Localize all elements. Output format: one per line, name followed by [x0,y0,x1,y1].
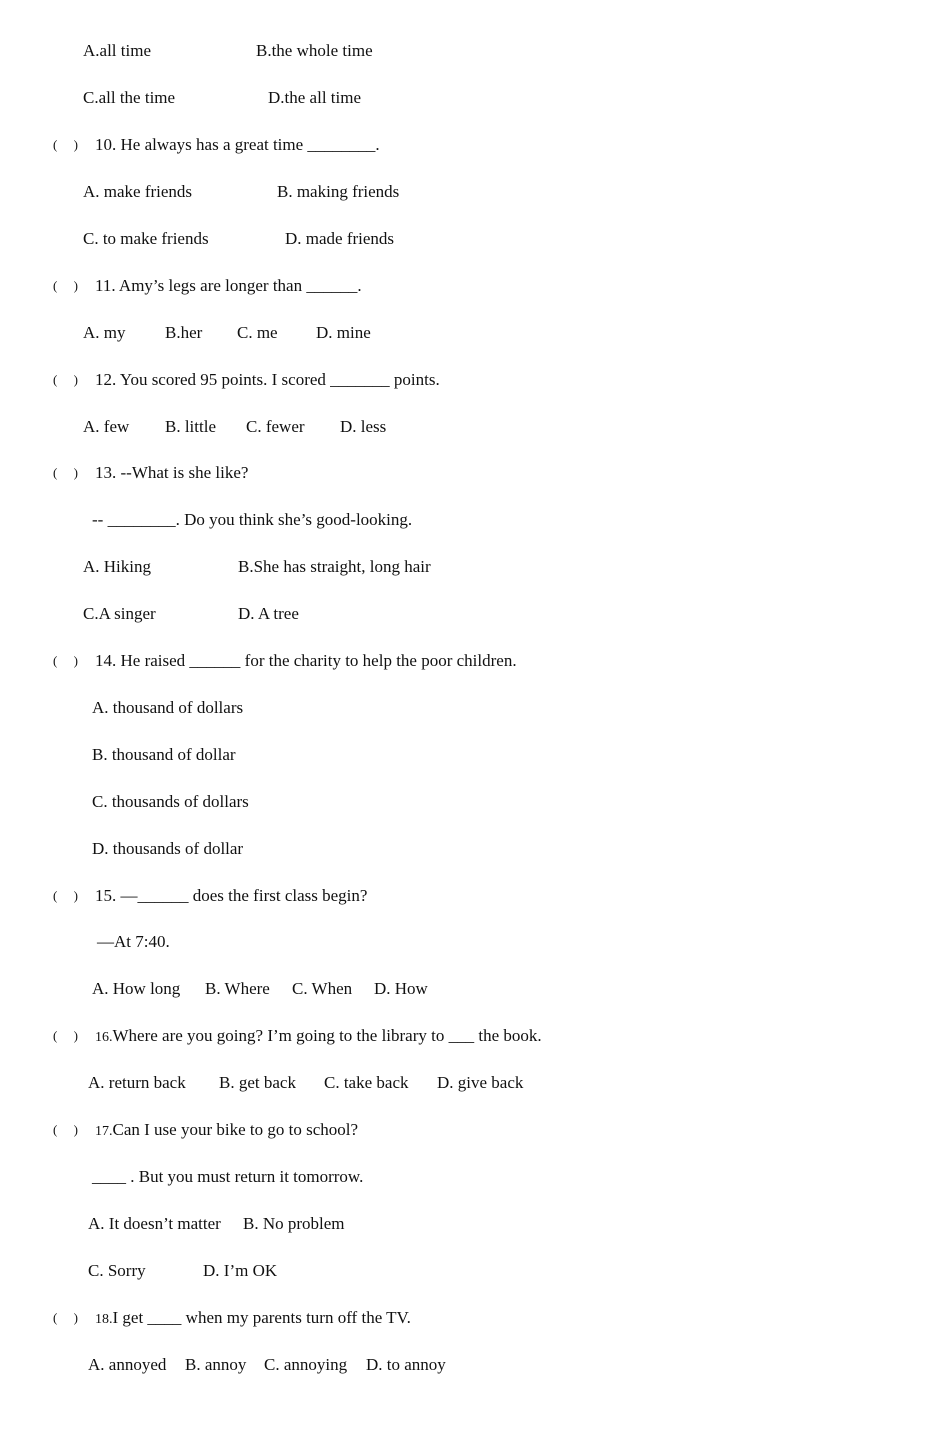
q13-option-b: B.She has straight, long hair [238,557,431,576]
q13-option-a: A. Hiking [83,557,151,576]
q16-option-a: A. return back [88,1073,186,1092]
q18-question [95,1308,411,1328]
q12-option-b: B. little [165,417,216,436]
q14-option-a: A. thousand of dollars [92,698,244,717]
q12-answer-bracket: ( ) [53,372,78,387]
q16-question [95,1026,542,1046]
q16-answer-bracket: ( ) [53,1028,78,1043]
q18-option-b: B. annoy [185,1355,247,1374]
q18-option-c: C. annoying [264,1355,348,1374]
q10-option-c: C. to make friends [83,229,209,248]
q18-question-text: I get ____ when my parents turn off the TV. [112,1308,411,1327]
q10-option-b: B. making friends [277,182,400,201]
q17-reply: ____ . But you must return it tomorrow. [92,1167,364,1186]
q12-option-c: C. fewer [246,417,305,436]
q17-option-c: C. Sorry [88,1261,146,1280]
q17-answer-bracket: ( ) [53,1122,78,1137]
q14-option-b: B. thousand of dollar [92,745,236,764]
q16-number: 16. [95,1030,113,1045]
q17-option-b: B. No problem [243,1214,345,1233]
q14-question: 14. He raised ______ for the charity to help the poor children. [95,651,517,670]
q17-question-text: Can I use your bike to go to school? [112,1120,359,1139]
q18-option-a: A. annoyed [88,1355,167,1374]
q15-option-c: C. When [292,979,353,998]
q17-question [95,1120,358,1140]
q18-option-d: D. to annoy [366,1355,446,1374]
q13-option-c: C.A singer [83,604,156,623]
q9-option-a: A.all time [83,41,151,60]
q12-option-a: A. few [83,417,130,436]
q16-question-text: Where are you going? I’m going to the library to ___ the book. [112,1026,542,1045]
q16-option-d: D. give back [437,1073,524,1092]
q17-option-d: D. I’m OK [203,1261,278,1280]
q11-option-d: D. mine [316,323,371,342]
q12-option-d: D. less [340,417,387,436]
q11-option-b: B.her [165,323,203,342]
q12-question: 12. You scored 95 points. I scored _______ points. [95,370,440,389]
q13-question: 13. --What is she like? [95,463,249,482]
q11-option-a: A. my [83,323,126,342]
q15-option-d: D. How [374,979,428,998]
q17-option-a: A. It doesn’t matter [88,1214,221,1233]
q9-option-b: B.the whole time [256,41,373,60]
q15-option-a: A. How long [92,979,181,998]
q10-option-d: D. made friends [285,229,395,248]
q15-reply: —At 7:40. [97,932,170,951]
q10-question: 10. He always has a great time ________. [95,135,380,154]
q18-answer-bracket: ( ) [53,1310,78,1325]
q11-option-c: C. me [237,323,278,342]
q9-option-d: D.the all time [268,88,362,107]
q11-answer-bracket: ( ) [53,278,78,293]
q15-question: 15. —______ does the first class begin? [95,886,368,905]
q14-option-c: C. thousands of dollars [92,792,249,811]
q17-number: 17. [95,1124,113,1139]
q13-answer-bracket: ( ) [53,465,78,480]
q11-question: 11. Amy’s legs are longer than ______. [95,276,362,295]
q16-option-b: B. get back [219,1073,296,1092]
q18-number: 18. [95,1312,113,1327]
q13-reply: -- ________. Do you think she’s good-looking. [92,510,413,529]
q10-answer-bracket: ( ) [53,137,78,152]
q14-option-d: D. thousands of dollar [92,839,244,858]
q16-option-c: C. take back [324,1073,409,1092]
q10-option-a: A. make friends [83,182,193,201]
q13-option-d: D. A tree [238,604,299,623]
q15-option-b: B. Where [205,979,270,998]
q14-answer-bracket: ( ) [53,653,78,668]
q9-option-c: C.all the time [83,88,176,107]
q15-answer-bracket: ( ) [53,888,78,903]
